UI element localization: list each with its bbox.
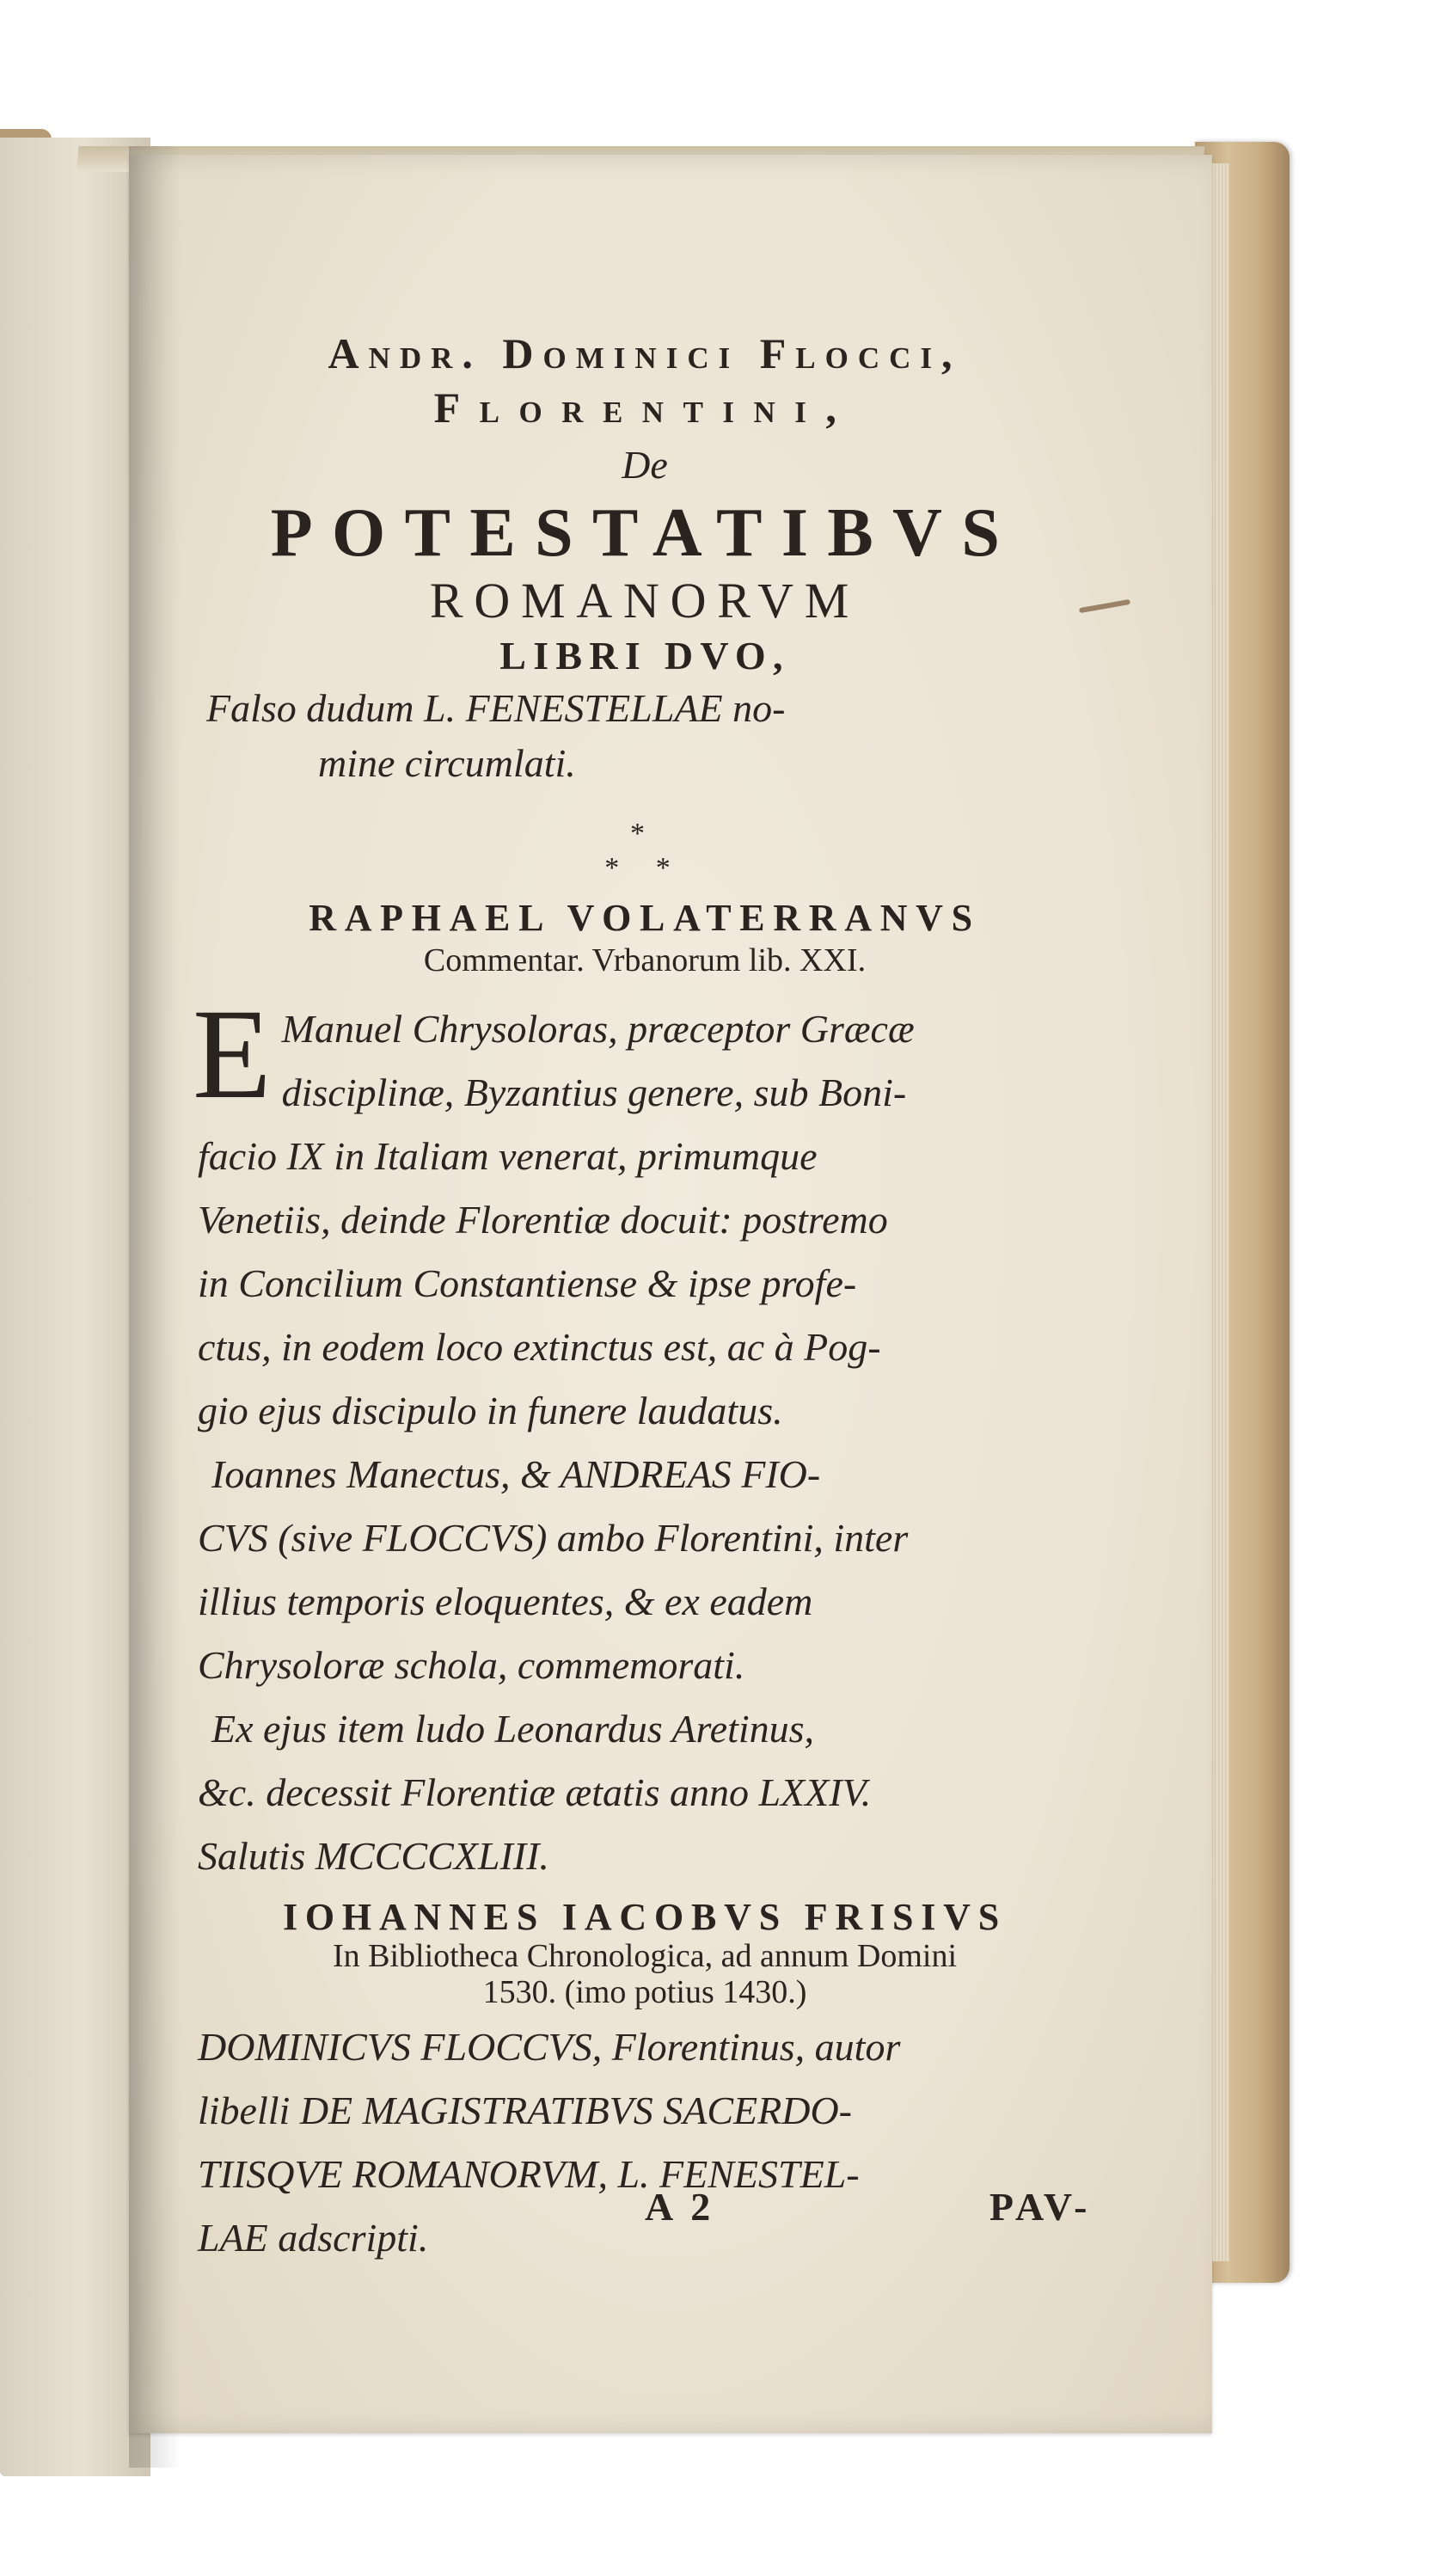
paragraph-chrysoloras [193,983,1092,1443]
title-preposition: De [622,443,668,487]
title-page [129,155,1212,2433]
title-romanorum: ROMANORVM [429,573,861,629]
paragraph-line: CVS (sive FLOCCVS) ambo Florentini, inter [198,1516,909,1560]
paragraph-line: Venetiis, deinde Florentiæ docuit: postremo [198,1198,888,1242]
paragraph-line: &c. decessit Florentiæ ætatis anno LXXIV. [198,1770,872,1814]
falso-line: mine circumlati. [318,741,576,785]
paragraph-line: Manuel Chrysoloras, præceptor Græcæ [281,1007,915,1051]
paragraph-manectus [198,1443,1092,1697]
citation-source: 1530. (imo potius 1430.) [482,1974,807,2010]
paragraph-line: illius temporis eloquentes, & ex eadem [198,1579,813,1623]
paragraph-line: Ex ejus item ludo Leonardus Aretinus, [211,1707,815,1751]
citation-source: Commentar. Vrbanorum lib. XXI. [423,942,867,978]
signature-mark: A 2 [645,2185,715,2229]
frisius-citation [198,1897,1092,2010]
page-text [193,327,1092,2270]
citation-heading: IOHANNES IACOBVS FRISIVS [282,1896,1008,1938]
paragraph-line: gio ejus discipulo in funere laudatus. [198,1389,783,1432]
paragraph-floccus [198,2015,1092,2270]
title-libri: LIBRI DVO, [499,634,790,678]
citation-source: In Bibliotheca Chronologica, ad annum Domini [332,1938,958,1974]
paragraph-line: Chrysoloræ schola, commemorati. [198,1643,745,1687]
catchword: PAV- [989,2185,1092,2229]
raphael-citation [198,896,1092,980]
left-facing-page [0,138,150,2476]
paragraph-line: TIISQVE ROMANORVM, L. FENESTEL- [198,2152,860,2196]
paragraph-line: disciplinæ, Byzantius genere, sub Boni- [281,1070,907,1114]
falso-attribution [198,681,1092,791]
paragraph-line: LAE adscripti. [198,2216,429,2260]
paragraph-line: Ioannes Manectus, & ANDREAS FIO- [211,1452,821,1496]
page-gutter-shadow [129,146,181,2468]
author-origin-line: Florentini, [433,383,856,432]
ornament-stars-bottom: * * [604,852,685,884]
paragraph-line: ctus, in eodem loco extinctus est, ac à Pog- [198,1325,881,1369]
title-main: POTESTATIBVS [270,495,1020,571]
paragraph-aretinus [198,1697,1092,1888]
title-block [198,327,1092,681]
paragraph-line: libelli DE MAGISTRATIBVS SACERDO- [198,2088,852,2132]
drop-capital: E [193,983,272,1125]
author-line: Andr. Dominici Flocci, [328,329,962,377]
ornament-star-top: * [630,818,659,849]
paragraph-line: facio IX in Italiam venerat, primumque [198,1134,818,1178]
falso-line: Falso dudum L. FENESTELLAE no- [206,686,786,730]
paragraph-line: DOMINICVS FLOCCVS, Florentinus, autor [198,2025,901,2069]
paragraph-line: Salutis MCCCCXLIII. [198,1834,549,1878]
paragraph-line: in Concilium Constantiense & ipse profe- [198,1261,857,1305]
citation-heading: RAPHAEL VOLATERRANVS [309,897,981,939]
ornament [198,817,1092,886]
